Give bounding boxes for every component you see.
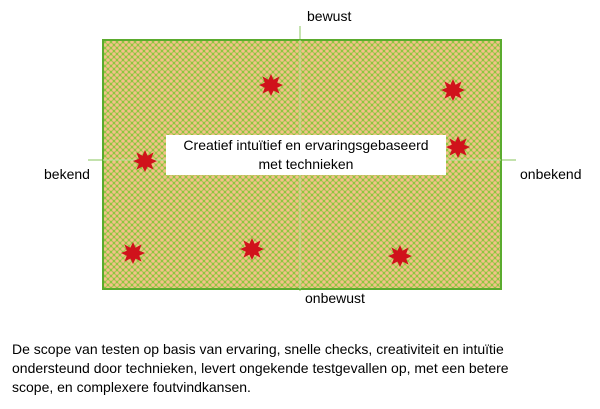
caption-line-1: De scope van testen op basis van ervaring, snelle checks, creativiteit en intuïtie [12,341,504,357]
caption-line-2: ondersteund door technieken, levert ongekende testgevallen op, met een betere [12,360,509,376]
center-label-line-1: Creatief intuïtief en ervaringsgebaseerd [183,137,429,153]
axis-label-bottom: onbewust [305,290,365,306]
axis-label-top: bewust [307,8,352,24]
center-label-line-2: met technieken [258,156,354,172]
caption-line-3: scope, en complexere foutvindkansen. [12,379,251,395]
axis-label-right: onbekend [520,166,582,182]
center-label [166,135,446,175]
axis-label-left: bekend [44,166,90,182]
caption [12,340,592,397]
